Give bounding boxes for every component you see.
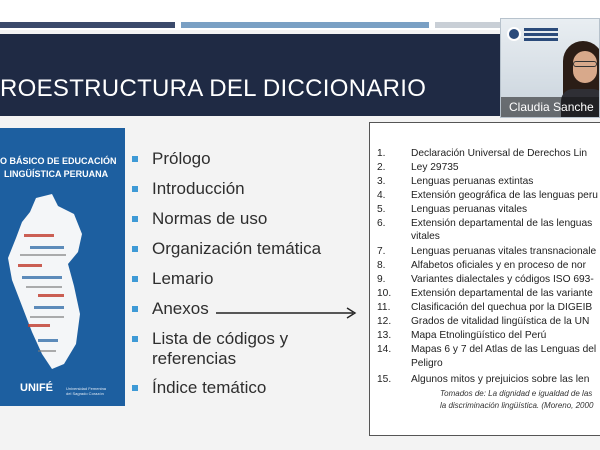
anexo-number: 9.	[377, 274, 386, 285]
bullet-square-icon	[132, 336, 138, 342]
book-title-line: LINGÜÍSTICA PERUANA	[4, 169, 109, 179]
bullet-square-icon	[132, 276, 138, 282]
bullet-square-icon	[132, 306, 138, 312]
anexo-number: 15.	[377, 374, 392, 385]
publisher-subtitle-line: del Sagrado Corazón	[66, 391, 104, 396]
anexo-number: 7.	[377, 246, 386, 257]
anexo-text: Grados de vitalidad lingüística de la UN	[411, 316, 590, 327]
anexo-text: Alfabetos oficiales y en proceso de nor	[411, 260, 586, 271]
source-note: la discriminación lingüística. (Moreno, 2000	[440, 401, 594, 410]
anexo-text: Mapas 6 y 7 del Atlas de las Lenguas del	[411, 344, 597, 355]
anexo-text: Lenguas peruanas vitales transnacionale	[411, 246, 597, 257]
anexo-text: vitales	[411, 231, 440, 242]
bullet-text: Organización temática	[152, 239, 322, 258]
bullet-square-icon	[132, 385, 138, 391]
peru-map-graphic	[8, 194, 84, 369]
anexo-text: Extensión departamental de las lenguas	[411, 218, 593, 229]
anexo-number: 11.	[377, 302, 391, 313]
participant-face	[573, 51, 597, 83]
anexo-number: 13.	[377, 330, 392, 341]
bullet-square-icon	[132, 216, 138, 222]
source-note: Tomados de: La dignidad e igualdad de las	[440, 389, 593, 398]
anexo-number: 3.	[377, 176, 386, 187]
bullet-text: referencias	[152, 349, 237, 368]
institution-logo-icon	[507, 27, 521, 41]
anexo-text: Lenguas peruanas extintas	[411, 176, 534, 187]
anexo-text: Ley 29735	[411, 162, 459, 173]
arrow-right-icon	[216, 307, 361, 319]
anexo-text: Clasificación del quechua por la DIGEIB	[411, 302, 593, 313]
anexo-text: Lenguas peruanas vitales	[411, 204, 528, 215]
anexo-number: 4.	[377, 190, 386, 201]
institution-logo-text-graphic	[524, 28, 558, 31]
anexos-list-panel	[369, 122, 600, 436]
bullet-text: Lista de códigos y	[152, 329, 289, 348]
anexo-number: 2.	[377, 162, 386, 173]
bullet-text: Prólogo	[152, 149, 211, 168]
publisher-subtitle	[66, 386, 106, 396]
anexo-text: Peligro	[411, 358, 443, 369]
anexo-number: 10.	[377, 288, 392, 299]
bullet-text: Introducción	[152, 179, 245, 198]
bullet-text: Normas de uso	[152, 209, 268, 228]
anexo-number: 14.	[377, 344, 392, 355]
participant-name: Claudia Sanche	[509, 100, 594, 114]
progress-segment	[181, 22, 429, 28]
bullet-square-icon	[132, 246, 138, 252]
publisher-subtitle-line: Universidad Femenina	[66, 386, 107, 391]
book-cover-image	[0, 128, 125, 406]
participant-video-tile[interactable]	[500, 18, 600, 118]
bullet-text: Índice temático	[152, 378, 267, 397]
anexo-text: Algunos mitos y prejuicios sobre las len	[411, 374, 590, 385]
book-cover-title	[0, 155, 125, 181]
glasses-icon	[573, 61, 597, 67]
publisher-logo: UNIFÉ	[20, 382, 53, 394]
anexo-number: 6.	[377, 218, 386, 229]
bullet-square-icon	[132, 156, 138, 162]
anexo-text: Extensión geográfica de las lenguas peru	[411, 190, 598, 201]
anexo-text: Variantes dialectales y códigos ISO 693-	[411, 274, 594, 285]
anexo-text: Extensión departamental de las variante	[411, 288, 593, 299]
anexo-number: 5.	[377, 204, 386, 215]
bullet-square-icon	[132, 186, 138, 192]
anexo-text: Declaración Universal de Derechos Lin	[411, 148, 588, 159]
anexo-number: 8.	[377, 260, 386, 271]
anexo-number: 1.	[377, 148, 386, 159]
anexo-number: 12.	[377, 316, 392, 327]
slide-title: ROESTRUCTURA DEL DICCIONARIO	[0, 75, 427, 102]
bullet-text: Anexos	[152, 299, 209, 318]
anexo-text: Mapa Etnolingüístico del Perú	[411, 330, 547, 341]
book-title-line: O BÁSICO DE EDUCACIÓN	[0, 156, 117, 166]
progress-segment	[0, 22, 175, 28]
bullet-text: Lemario	[152, 269, 214, 288]
